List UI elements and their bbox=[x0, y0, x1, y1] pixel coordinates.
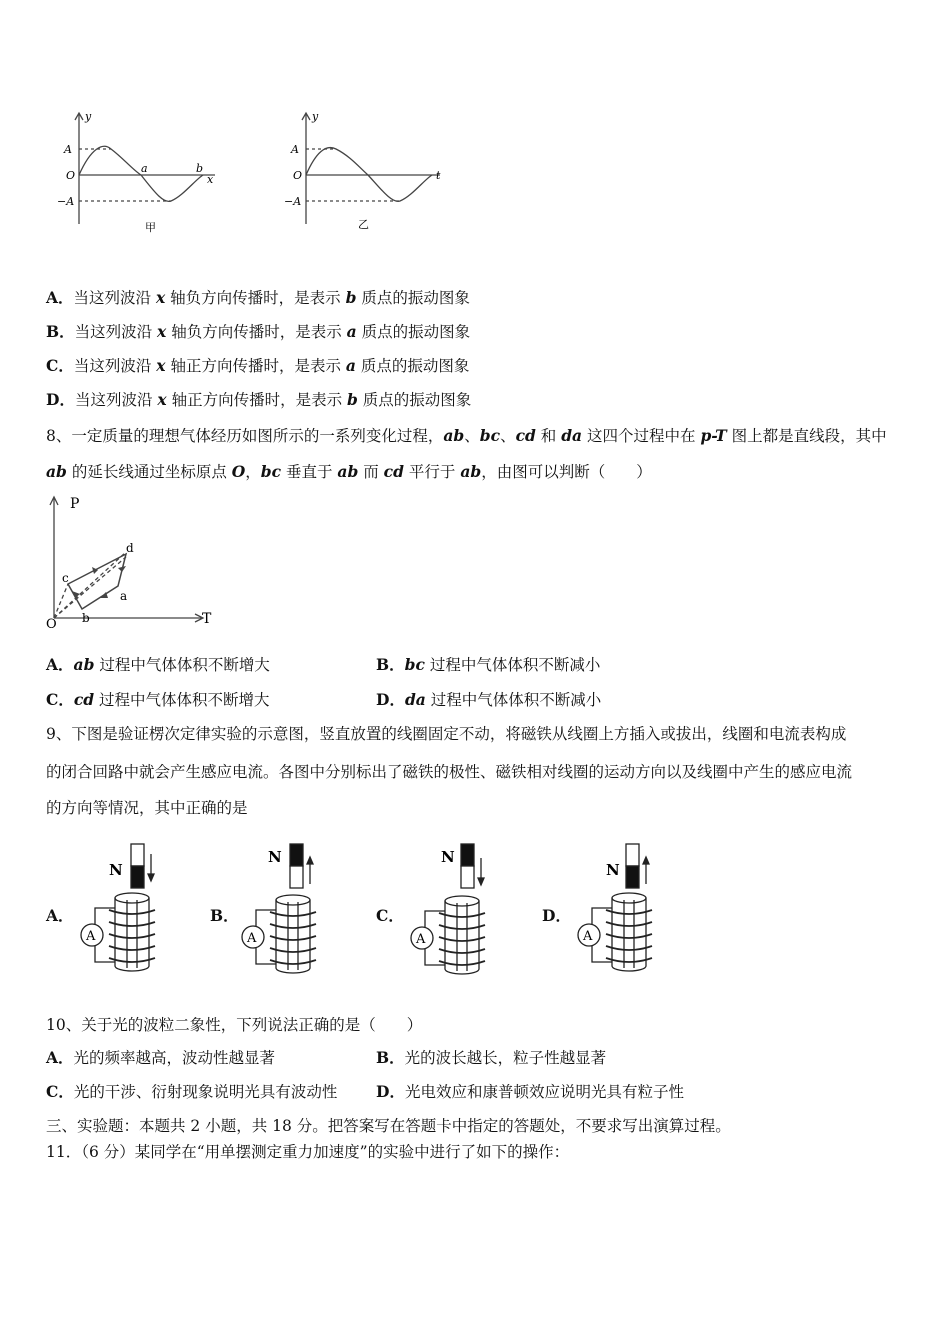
graph-jia bbox=[55, 108, 285, 238]
ammeter-label: A bbox=[247, 931, 257, 946]
q8-option-b[interactable]: B．bc 过程中气体体积不断减小 bbox=[376, 655, 601, 674]
q9-figure-a-label[interactable]: A． bbox=[46, 906, 74, 925]
graph-jia-caption: 甲 bbox=[145, 221, 156, 234]
pt-graph-c: c bbox=[62, 571, 69, 585]
q8-option-d[interactable]: D．da 过程中气体体积不断减小 bbox=[376, 690, 602, 709]
graph-jia-negA: −A bbox=[57, 195, 75, 208]
ammeter-label: A bbox=[416, 932, 426, 947]
q9-figure-d[interactable] bbox=[572, 838, 672, 978]
pt-graph bbox=[44, 494, 224, 632]
magnet-pole-label: N bbox=[606, 861, 620, 879]
q10-option-a[interactable]: A．光的频率越高，波动性越显著 bbox=[46, 1048, 276, 1067]
q9-figure-b-label[interactable]: B． bbox=[210, 906, 239, 925]
graph-yi-t: t bbox=[436, 169, 441, 182]
q10-option-d[interactable]: D．光电效应和康普顿效应说明光具有粒子性 bbox=[376, 1082, 684, 1101]
q9-stem-line2: 的闭合回路中就会产生感应电流。各图中分别标出了磁铁的极性、磁铁相对线圈的运动方向以及线圈中产生的感应电流 bbox=[46, 763, 853, 781]
graph-jia-y: y bbox=[85, 110, 92, 123]
q7-option-a[interactable]: A．当这列波沿 x 轴负方向传播时，是表示 b 质点的振动图象 bbox=[46, 288, 470, 307]
ammeter-label: A bbox=[86, 929, 96, 944]
magnet-pole-label: N bbox=[268, 848, 282, 866]
graph-jia-b: b bbox=[196, 162, 204, 175]
graph-yi-y: y bbox=[312, 110, 319, 123]
pt-graph-P: P bbox=[70, 496, 80, 512]
section-3-heading: 三、实验题：本题共 2 小题，共 18 分。把答案写在答题卡中指定的答题处，不要求写出演算过程。 bbox=[46, 1117, 731, 1135]
q9-figure-b[interactable] bbox=[236, 838, 336, 978]
graph-yi-negA: −A bbox=[284, 195, 302, 208]
graph-jia-A: A bbox=[64, 143, 72, 156]
magnet-pole-label: N bbox=[441, 848, 455, 866]
pt-graph-b: b bbox=[82, 611, 90, 625]
pt-graph-a: a bbox=[120, 589, 128, 603]
q9-stem-line3: 的方向等情况，其中正确的是 bbox=[46, 799, 248, 817]
q7-option-c[interactable]: C．当这列波沿 x 轴正方向传播时，是表示 a 质点的振动图象 bbox=[46, 356, 470, 375]
q10-stem: 10、关于光的波粒二象性，下列说法正确的是（ ） bbox=[46, 1016, 423, 1034]
q11-stem: 11．（6 分）某同学在“用单摆测定重力加速度”的实验中进行了如下的操作： bbox=[46, 1143, 570, 1161]
q10-option-b[interactable]: B．光的波长越长，粒子性越显著 bbox=[376, 1048, 607, 1067]
graph-yi-A: A bbox=[291, 143, 299, 156]
q9-figure-c-label[interactable]: C． bbox=[376, 906, 404, 925]
q9-figure-a[interactable] bbox=[75, 838, 175, 978]
q10-option-c[interactable]: C．光的干涉、衍射现象说明光具有波动性 bbox=[46, 1082, 338, 1101]
graph-yi-caption: 乙 bbox=[358, 218, 369, 231]
graph-jia-x: x bbox=[207, 173, 214, 186]
q9-stem-line1: 9、下图是验证楞次定律实验的示意图，竖直放置的线圈固定不动，将磁铁从线圈上方插入或拔出，线圈和电流表构成 bbox=[46, 725, 847, 743]
pt-graph-T: T bbox=[202, 611, 212, 627]
graph-jia-O: O bbox=[66, 169, 76, 182]
magnet-pole-label: N bbox=[109, 861, 123, 879]
graph-yi-O: O bbox=[293, 169, 303, 182]
q8-option-a[interactable]: A．ab 过程中气体体积不断增大 bbox=[46, 655, 270, 674]
q7-option-b[interactable]: B．当这列波沿 x 轴负方向传播时，是表示 a 质点的振动图象 bbox=[46, 322, 471, 341]
pt-graph-O: O bbox=[46, 617, 57, 632]
q9-figure-c[interactable] bbox=[405, 838, 505, 978]
q7-option-d[interactable]: D．当这列波沿 x 轴正方向传播时，是表示 b 质点的振动图象 bbox=[46, 390, 472, 409]
q8-stem-line1: 8、一定质量的理想气体经历如图所示的一系列变化过程，ab、bc、cd 和 da 这四个过程中在 p-T 图上都是直线段，其中 bbox=[46, 426, 887, 445]
graph-jia-a: a bbox=[141, 162, 148, 175]
pt-graph-d: d bbox=[126, 541, 134, 555]
ammeter-label: A bbox=[583, 929, 593, 944]
q9-figure-d-label[interactable]: D． bbox=[542, 906, 571, 925]
q8-option-c[interactable]: C．cd 过程中气体体积不断增大 bbox=[46, 690, 270, 709]
q8-stem-line2: ab 的延长线通过坐标原点 O，bc 垂直于 ab 而 cd 平行于 ab，由图可以判断（ ） bbox=[46, 462, 652, 481]
graph-yi bbox=[280, 108, 480, 238]
